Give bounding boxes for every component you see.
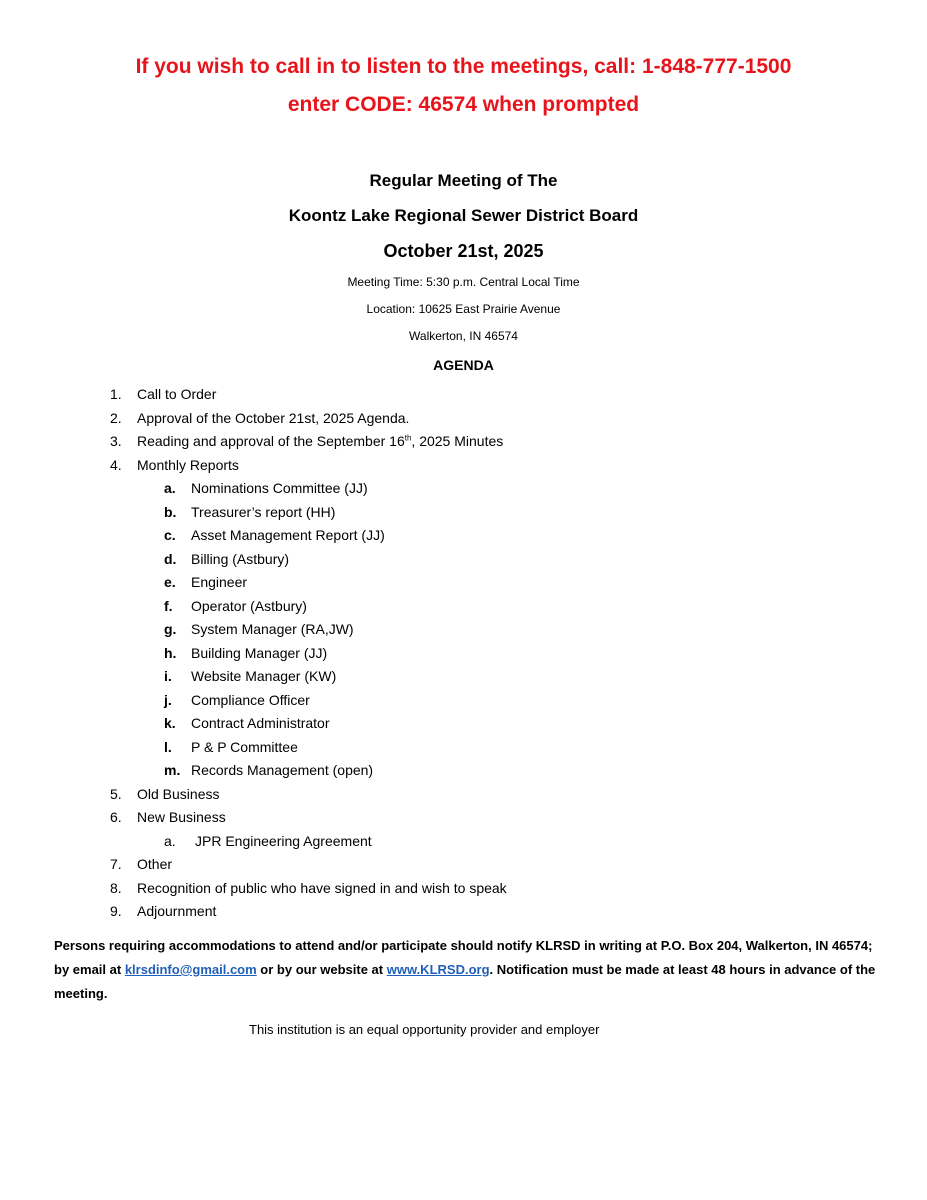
agenda-item-text: Adjournment <box>137 903 217 919</box>
report-item <box>164 644 764 662</box>
report-text: System Manager (RA,JW) <box>191 621 354 637</box>
report-text: Treasurer’s report (HH) <box>191 504 336 520</box>
report-text: Compliance Officer <box>191 692 310 708</box>
report-letter: c. <box>164 527 176 543</box>
agenda-item <box>110 785 870 803</box>
equal-opportunity-statement: This institution is an equal opportunity provider and employer <box>249 1022 600 1037</box>
meeting-title: Regular Meeting of The <box>369 171 558 190</box>
agenda-item-number: 8. <box>110 880 122 896</box>
agenda-item-text: Recognition of public who have signed in and wish to speak <box>137 880 507 896</box>
call-in-notice: If you wish to call in to listen to the meetings, call: 1-848-777-1500 <box>135 55 792 78</box>
report-letter: h. <box>164 645 177 661</box>
board-name: Koontz Lake Regional Sewer District Board <box>288 206 639 225</box>
new-business-letter: a. <box>164 833 176 849</box>
accommodations-text: Persons requiring accommodations to attend and/or participate should notify KLRSD in writing at P.O. Box 204, Walkerton, IN 46574; by email at <box>54 938 873 977</box>
report-text: Contract Administrator <box>191 715 330 731</box>
report-item <box>164 738 764 756</box>
agenda-heading: AGENDA <box>433 357 494 373</box>
email-link[interactable]: klrsdinfo@gmail.com <box>124 962 257 977</box>
report-letter: f. <box>164 598 173 614</box>
agenda-item-number: 4. <box>110 457 122 473</box>
agenda-item <box>110 385 870 403</box>
report-text: Operator (Astbury) <box>191 598 307 614</box>
report-letter: g. <box>164 621 177 637</box>
new-business-item <box>164 832 764 850</box>
report-item <box>164 714 764 732</box>
report-text: Building Manager (JJ) <box>191 645 328 661</box>
agenda-item <box>110 879 870 897</box>
report-item <box>164 620 764 638</box>
ordinal-suffix: th <box>404 433 412 443</box>
agenda-item-text: Old Business <box>137 786 220 802</box>
minutes-text-start: Reading and approval of the September 16 <box>137 433 405 449</box>
report-letter: d. <box>164 551 177 567</box>
agenda-item-text: Call to Order <box>137 386 217 402</box>
agenda-item-text: New Business <box>137 809 226 825</box>
report-text: Records Management (open) <box>191 762 374 778</box>
agenda-item <box>110 855 870 873</box>
report-letter: i. <box>164 668 172 684</box>
report-item <box>164 761 764 779</box>
agenda-item <box>110 902 870 920</box>
report-item <box>164 573 764 591</box>
agenda-item-number: 9. <box>110 903 122 919</box>
meeting-time: Meeting Time: 5:30 p.m. Central Local Time <box>347 275 580 289</box>
agenda-item <box>110 432 870 450</box>
report-item <box>164 691 764 709</box>
agenda-item <box>110 456 870 474</box>
agenda-item <box>110 808 870 826</box>
agenda-item-text: Other <box>137 856 173 872</box>
agenda-item-text: Monthly Reports <box>137 457 239 473</box>
report-letter: a. <box>164 480 176 496</box>
report-text: Engineer <box>191 574 248 590</box>
report-item <box>164 526 764 544</box>
report-item <box>164 479 764 497</box>
agenda-list <box>110 385 870 925</box>
report-letter: b. <box>164 504 177 520</box>
report-item <box>164 503 764 521</box>
report-text: P & P Committee <box>191 739 298 755</box>
agenda-item-number: 2. <box>110 410 122 426</box>
report-item <box>164 597 764 615</box>
report-text: Nominations Committee (JJ) <box>191 480 368 496</box>
agenda-item-number: 7. <box>110 856 122 872</box>
minutes-text-end: , 2025 Minutes <box>411 433 504 449</box>
report-item <box>164 667 764 685</box>
agenda-item-number: 3. <box>110 433 122 449</box>
report-letter: e. <box>164 574 176 590</box>
meeting-location: Location: 10625 East Prairie Avenue <box>366 302 561 316</box>
website-lead-text: or by our website at <box>256 962 387 977</box>
notification-text: . Notification must be made at least 48 hours in advance of the meeting. <box>54 962 876 1001</box>
meeting-date: October 21st, 2025 <box>383 241 544 261</box>
agenda-item-number: 5. <box>110 786 122 802</box>
new-business-text: JPR Engineering Agreement <box>195 833 372 849</box>
agenda-item-number: 6. <box>110 809 122 825</box>
report-letter: m. <box>164 762 181 778</box>
website-link[interactable]: www.KLRSD.org <box>386 962 490 977</box>
agenda-item-number: 1. <box>110 386 122 402</box>
agenda-item-text <box>137 432 503 450</box>
call-in-code: enter CODE: 46574 when prompted <box>287 93 640 116</box>
report-letter: l. <box>164 739 172 755</box>
report-text: Asset Management Report (JJ) <box>191 527 385 543</box>
meeting-city: Walkerton, IN 46574 <box>409 329 518 343</box>
accommodations-notice <box>54 934 884 1006</box>
agenda-item <box>110 409 870 427</box>
agenda-item-text: Approval of the October 21st, 2025 Agenda. <box>137 410 410 426</box>
report-letter: j. <box>164 692 172 708</box>
report-item <box>164 550 764 568</box>
report-text: Website Manager (KW) <box>191 668 337 684</box>
report-text: Billing (Astbury) <box>191 551 290 567</box>
report-letter: k. <box>164 715 176 731</box>
